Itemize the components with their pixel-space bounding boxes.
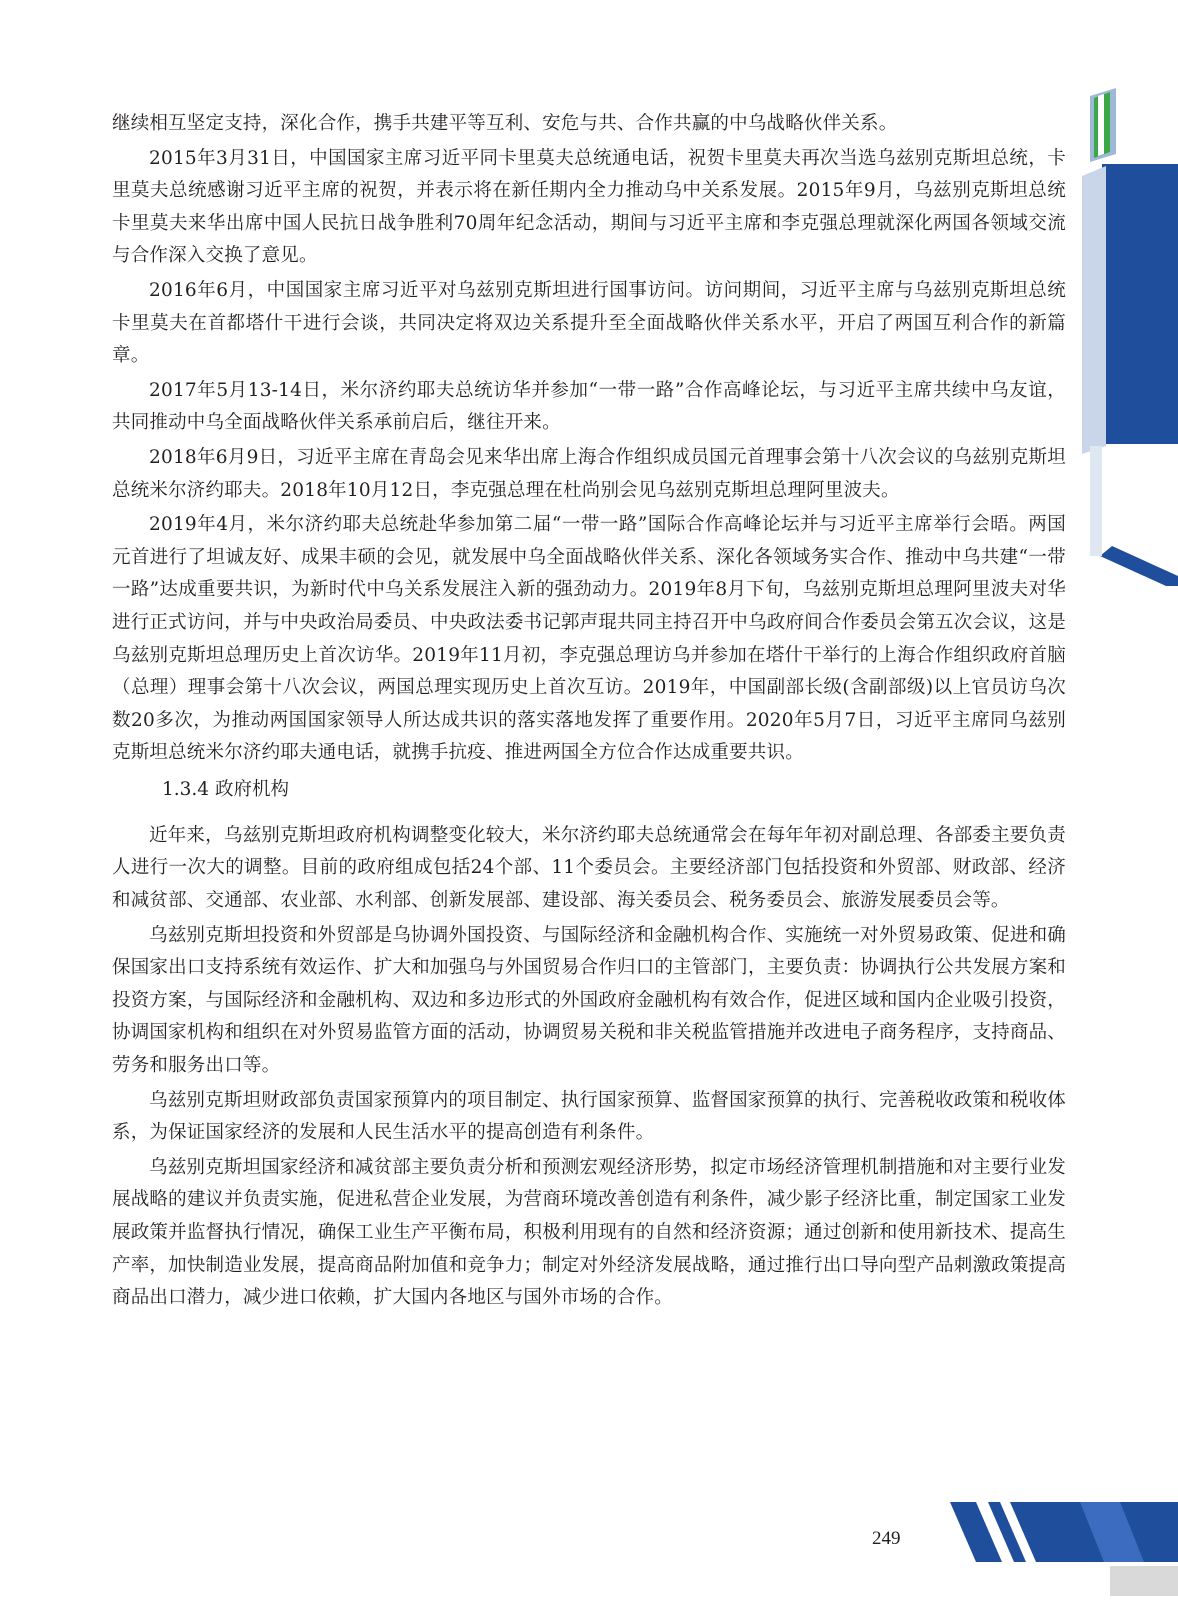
paragraph-10: 乌兹别克斯坦国家经济和减贫部主要负责分析和预测宏观经济形势，拟定市场经济管理机制措施和对主要行业发展战略的建议并负责实施，促进私营企业发展，为营商环境改善创造有利条件，减少影子经济比重，制定国家工业发展政策并监督执行情况，确保工业生产平衡布局，积极利用现有的自然和经济资源；通过创新和使用新技术、提高生产率，加快制造业发展，提高商品附加值和竞争力；制定对外经济发展战略，通过推行出口导向型产品刺激政策提高商品出口潜力，减少进口依赖，扩大国内各地区与国外市场的合作。 [112, 1156, 1066, 1309]
page-number: 249 [872, 1528, 901, 1549]
paragraph-4: 2017年5月13-14日，米尔济约耶夫总统访华并参加“一带一路”合作高峰论坛，与习近平主席共续中乌友谊，共同推动中乌全面战略伙伴关系承前启后，继往开来。 [112, 379, 1066, 434]
section-heading: 1.3.4 政府机构 [162, 778, 289, 800]
paragraph-7: 近年来，乌兹别克斯坦政府机构调整变化较大，米尔济约耶夫总统通常会在每年年初对副总理、各部委主要负责人进行一次大的调整。目前的政府组成包括24个部、11个委员会。主要经济部门包括投资和外贸部、财政部、经济和减贫部、交通部、农业部、水利部、创新发展部、建设部、海关委员会、税务委员会、旅游发展委员会等。 [112, 824, 1066, 912]
corner-stripes-decoration [940, 1492, 1178, 1600]
flag-tab-decoration [1076, 86, 1178, 586]
paragraph-6: 2019年4月，米尔济约耶夫总统赴华参加第二届“一带一路”国际合作高峰论坛并与习近平主席举行会晤。两国元首进行了坦诚友好、成果丰硕的会见，就发展中乌全面战略伙伴关系、深化各领域务实合作、推动中乌共建“一带一路”达成重要共识，为新时代中乌关系发展注入新的强劲动力。2019年8月下旬，乌兹别克斯坦总理阿里波夫对华进行正式访问，并与中央政治局委员、中央政法委书记郭声琨共同主持召开中乌政府间合作委员会第五次会议，这是乌兹别克斯坦总理历史上首次访华。2019年11月初，李克强总理访乌并参加在塔什干举行的上海合作组织政府首脑（总理）理事会第十八次会议，两国总理实现历史上首次互访。2019年，中国副部长级(含副部级)以上官员访乌次数20多次，为推动两国国家领导人所达成共识的落实落地发挥了重要作用。2020年5月7日，习近平主席同乌兹别克斯坦总统米尔济约耶夫通电话，就携手抗疫、推进两国全方位合作达成重要共识。 [112, 514, 1066, 764]
paragraph-9: 乌兹别克斯坦财政部负责国家预算内的项目制定、执行国家预算、监督国家预算的执行、完善税收政策和税收体系，为保证国家经济的发展和人民生活水平的提高创造有利条件。 [112, 1089, 1066, 1144]
paragraph-2: 2015年3月31日，中国国家主席习近平同卡里莫夫总统通电话，祝贺卡里莫夫再次当选乌兹别克斯坦总统，卡里莫夫总统感谢习近平主席的祝贺，并表示将在新任期内全力推动乌中关系发展。2015年9月，乌兹别克斯坦总统卡里莫夫来华出席中国人民抗日战争胜利70周年纪念活动，期间与习近平主席和李克强总理就深化两国各领域交流与合作深入交换了意见。 [112, 147, 1066, 267]
paragraph-5: 2018年6月9日，习近平主席在青岛会见来华出席上海合作组织成员国元首理事会第十八次会议的乌兹别克斯坦总统米尔济约耶夫。2018年10月12日，李克强总理在杜尚别会见乌兹别克斯坦总理阿里波夫。 [112, 446, 1066, 501]
paragraph-8: 乌兹别克斯坦投资和外贸部是乌协调外国投资、与国际经济和金融机构合作、实施统一对外贸易政策、促进和确保国家出口支持系统有效运作、扩大和加强乌与外国贸易合作归口的主管部门，主要负责：协调执行公共发展方案和投资方案，与国际经济和金融机构、双边和多边形式的外国政府金融机构有效合作，促进区域和国内企业吸引投资，协调国家机构和组织在对外贸易监管方面的活动，协调贸易关税和非关税监管措施并改进电子商务程序，支持商品、劳务和服务出口等。 [112, 924, 1066, 1077]
page-body [112, 108, 1066, 1317]
paragraph-3: 2016年6月，中国国家主席习近平对乌兹别克斯坦进行国事访问。访问期间，习近平主席与乌兹别克斯坦总统卡里莫夫在首都塔什干进行会谈，共同决定将双边关系提升至全面战略伙伴关系水平，开启了两国互利合作的新篇章。 [112, 279, 1066, 367]
paragraph-1: 继续相互坚定支持，深化合作，携手共建平等互利、安危与共、合作共赢的中乌战略伙伴关系。 [112, 113, 898, 134]
